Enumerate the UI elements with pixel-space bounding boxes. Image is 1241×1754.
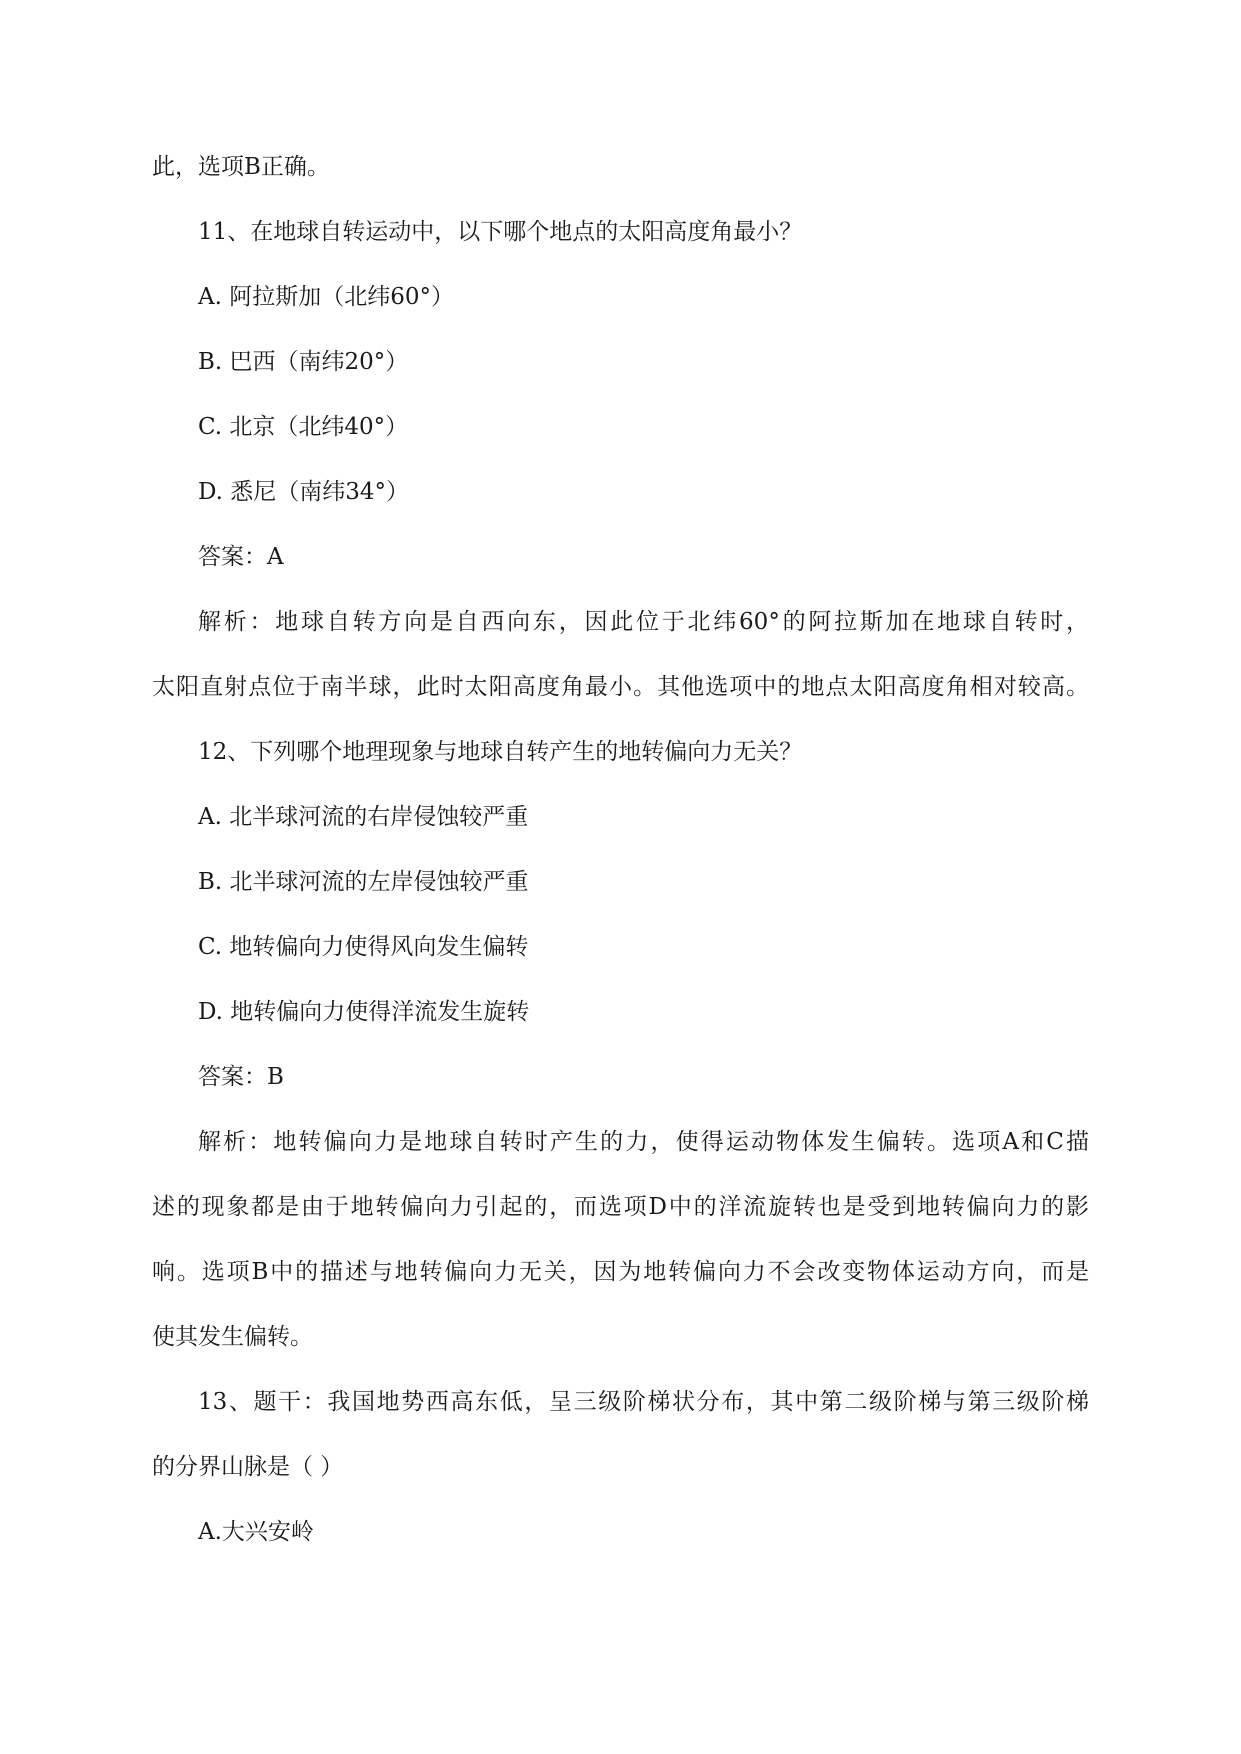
- explanation-line: 太阳直射点位于南半球，此时太阳高度角最小。其他选项中的地点太阳高度角相对较高。: [152, 674, 1089, 700]
- option-b: B. 北半球河流的左岸侵蚀较严重: [198, 869, 529, 895]
- option-a: A. 阿拉斯加（北纬60°）: [198, 284, 454, 310]
- option-a: A.大兴安岭: [198, 1519, 314, 1545]
- question-12: 12、下列哪个地理现象与地球自转产生的地转偏向力无关？: [198, 739, 803, 765]
- answer-line: 答案：B: [198, 1064, 284, 1090]
- option-c: C. 地转偏向力使得风向发生偏转: [198, 934, 529, 960]
- question-13: 13、题干：我国地势西高东低，呈三级阶梯状分布，其中第二级阶梯与第三级阶梯: [198, 1389, 1089, 1415]
- text-line: 此，选项B正确。: [152, 154, 330, 180]
- question-11: 11、在地球自转运动中，以下哪个地点的太阳高度角最小？: [198, 219, 803, 245]
- question-13-continued: 的分界山脉是（ ）: [152, 1454, 344, 1480]
- explanation-line: 述的现象都是由于地转偏向力引起的，而选项D中的洋流旋转也是受到地转偏向力的影: [152, 1194, 1089, 1220]
- explanation-line: 解析：地转偏向力是地球自转时产生的力，使得运动物体发生偏转。选项A和C描: [198, 1129, 1089, 1155]
- explanation-line: 使其发生偏转。: [152, 1324, 313, 1350]
- answer-line: 答案：A: [198, 544, 284, 570]
- explanation-line: 解析：地球自转方向是自西向东，因此位于北纬60°的阿拉斯加在地球自转时，: [198, 609, 1089, 635]
- explanation-line: 响。选项B中的描述与地转偏向力无关，因为地转偏向力不会改变物体运动方向，而是: [152, 1259, 1089, 1285]
- option-b: B. 巴西（南纬20°）: [198, 349, 409, 375]
- option-c: C. 北京（北纬40°）: [198, 414, 409, 440]
- option-d: D. 悉尼（南纬34°）: [198, 479, 410, 505]
- option-a: A. 北半球河流的右岸侵蚀较严重: [198, 804, 529, 830]
- option-d: D. 地转偏向力使得洋流发生旋转: [198, 999, 530, 1025]
